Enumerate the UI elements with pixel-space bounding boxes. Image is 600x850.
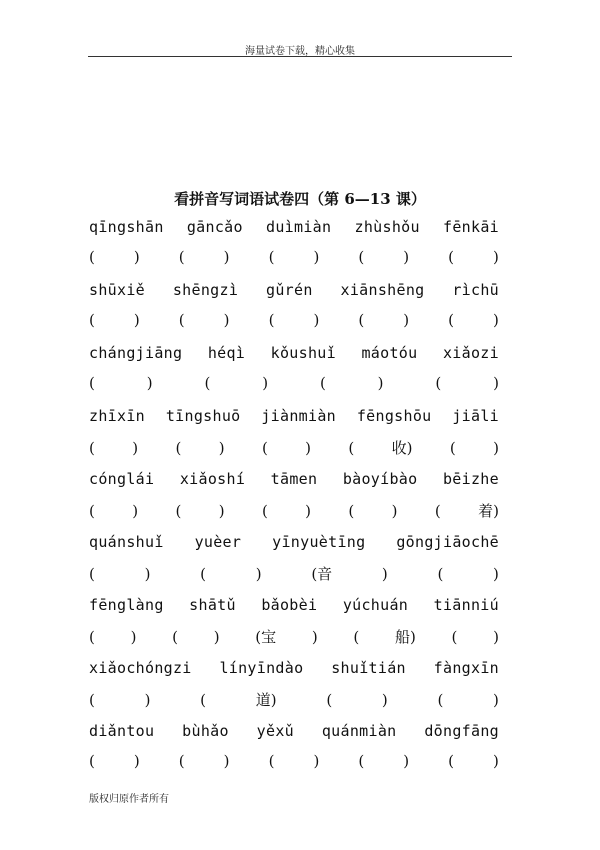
- answer-close-paren: ): [311, 628, 318, 646]
- answer-open-paren: (: [268, 248, 275, 266]
- answer-open-paren: (: [89, 691, 95, 709]
- answer-close-paren: ): [403, 311, 410, 329]
- answer-close-paren: ): [305, 502, 312, 520]
- answer-open-paren: (: [437, 691, 444, 709]
- answer-close-paren: ): [493, 565, 499, 583]
- pinyin-row: [89, 533, 499, 551]
- answer-open-paren: (: [261, 439, 268, 457]
- header-rule: [88, 56, 512, 57]
- answer-open-paren: (: [178, 311, 185, 329]
- answer-close-paren: ): [403, 248, 410, 266]
- pinyin-row: [89, 218, 499, 236]
- pinyin-word: bēizhe: [442, 470, 499, 488]
- answer-close-paren: ): [305, 439, 312, 457]
- pinyin-word: xiǎoshí: [179, 470, 246, 488]
- pinyin-row: [89, 344, 499, 362]
- answer-close-paren: ): [132, 439, 139, 457]
- answer-open-paren: (: [348, 502, 355, 520]
- pinyin-word: chángjiāng: [89, 344, 183, 362]
- pinyin-word: qīngshān: [89, 218, 164, 236]
- answer-close-paren: ): [223, 311, 230, 329]
- answer-close-paren: ): [132, 502, 139, 520]
- pinyin-word: tīngshuō: [165, 407, 241, 425]
- pinyin-row: [89, 470, 499, 488]
- answer-open-paren: (: [358, 248, 365, 266]
- pinyin-word: yīnyuètīng: [272, 533, 366, 551]
- pinyin-word: gǔrén: [266, 281, 313, 299]
- answer-open-paren: (: [200, 565, 207, 583]
- answer-close-paren: 收): [391, 439, 413, 457]
- answer-close-paren: ): [313, 752, 320, 770]
- pinyin-word: fēngshōu: [356, 407, 432, 425]
- answer-open-paren: (: [434, 502, 441, 520]
- pinyin-word: yuèer: [194, 533, 242, 551]
- answer-close-paren: ): [493, 311, 499, 329]
- answer-open-paren: (: [172, 628, 178, 646]
- pinyin-word: tiānniú: [433, 596, 499, 614]
- answer-open-paren: (: [326, 691, 333, 709]
- pinyin-word: dōngfāng: [424, 722, 499, 740]
- answer-open-paren: (: [451, 628, 458, 646]
- pinyin-word: yěxǔ: [256, 722, 294, 740]
- answer-open-paren: (: [89, 248, 95, 266]
- pinyin-word: shūxiě: [89, 281, 145, 299]
- pinyin-word: bùhǎo: [182, 722, 229, 740]
- answer-open-paren: (: [175, 439, 182, 457]
- pinyin-word: gāncǎo: [186, 218, 243, 236]
- answer-row: [89, 626, 499, 647]
- answer-open-paren: (: [89, 565, 95, 583]
- answer-close-paren: ): [133, 752, 140, 770]
- answer-close-paren: ): [223, 752, 230, 770]
- pinyin-word: cónglái: [89, 470, 155, 488]
- answer-row: [89, 374, 499, 392]
- pinyin-word: fàngxīn: [433, 659, 499, 677]
- answer-close-paren: ): [493, 691, 499, 709]
- pinyin-word: diǎntou: [89, 722, 155, 740]
- answer-close-paren: ): [493, 628, 499, 646]
- answer-open-paren: (: [200, 691, 207, 709]
- answer-close-paren: ): [133, 248, 140, 266]
- pinyin-word: duìmiàn: [266, 218, 332, 236]
- answer-row: [89, 437, 499, 458]
- answer-row: [89, 563, 499, 584]
- pinyin-word: yúchuán: [342, 596, 409, 614]
- answer-close-paren: ): [493, 752, 499, 770]
- answer-close-paren: ): [223, 248, 230, 266]
- answer-row: [89, 752, 499, 770]
- pinyin-word: xiǎozi: [442, 344, 499, 362]
- pinyin-word: bǎobèi: [261, 596, 318, 614]
- answer-open-paren: (: [261, 502, 268, 520]
- answer-open-paren: (: [178, 248, 185, 266]
- answer-open-paren: (: [358, 311, 365, 329]
- pinyin-word: máotóu: [361, 344, 418, 362]
- pinyin-word: shēngzì: [172, 281, 239, 299]
- answer-open-paren: (: [204, 374, 211, 392]
- answer-close-paren: ): [213, 628, 220, 646]
- pinyin-word: bàoyíbào: [342, 470, 418, 488]
- answer-open-paren: (: [178, 752, 185, 770]
- pinyin-row: [89, 596, 499, 614]
- answer-open-paren: (: [448, 311, 454, 329]
- worksheet-title: 看拼音写词语试卷四（第 6—13 课）: [174, 190, 426, 208]
- answer-close-paren: ): [493, 374, 499, 392]
- answer-open-paren: (音: [311, 565, 333, 583]
- pinyin-row: [89, 722, 499, 740]
- answer-close-paren: ): [381, 565, 388, 583]
- pinyin-word: quánmiàn: [321, 722, 397, 740]
- answer-open-paren: (: [448, 248, 454, 266]
- answer-open-paren: (宝: [255, 628, 277, 646]
- pinyin-word: zhīxīn: [89, 407, 145, 425]
- answer-open-paren: (: [268, 311, 275, 329]
- answer-open-paren: (: [319, 374, 326, 392]
- answer-close-paren: ): [493, 248, 499, 266]
- answer-close-paren: ): [144, 565, 151, 583]
- answer-open-paren: (: [89, 439, 95, 457]
- answer-open-paren: (: [89, 502, 95, 520]
- answer-close-paren: ): [377, 374, 384, 392]
- answer-close-paren: 道): [255, 691, 277, 709]
- answer-close-paren: ): [218, 502, 225, 520]
- pinyin-word: línyīndào: [219, 659, 304, 677]
- answer-open-paren: (: [89, 628, 95, 646]
- answer-open-paren: (: [448, 752, 454, 770]
- answer-open-paren: (: [89, 752, 95, 770]
- pinyin-word: xiǎochóngzi: [89, 659, 192, 677]
- answer-close-paren: ): [313, 248, 320, 266]
- pinyin-word: tāmen: [270, 470, 318, 488]
- answer-close-paren: ): [313, 311, 320, 329]
- answer-close-paren: ): [403, 752, 410, 770]
- pinyin-word: zhùshǒu: [354, 218, 420, 236]
- pinyin-word: fēnkāi: [443, 218, 499, 236]
- answer-open-paren: (: [449, 439, 456, 457]
- answer-row: [89, 311, 499, 329]
- answer-close-paren: ): [381, 691, 388, 709]
- answer-close-paren: 船): [394, 628, 416, 646]
- answer-close-paren: 着): [478, 502, 499, 520]
- pinyin-word: kǒushuǐ: [270, 344, 336, 362]
- answer-open-paren: (: [358, 752, 365, 770]
- answer-open-paren: (: [435, 374, 442, 392]
- answer-row: [89, 500, 499, 521]
- pinyin-row: [89, 281, 499, 299]
- pinyin-word: xiānshēng: [340, 281, 425, 299]
- pinyin-row: [89, 659, 499, 677]
- answer-close-paren: ): [262, 374, 269, 392]
- answer-close-paren: ): [391, 502, 398, 520]
- pinyin-word: quánshuǐ: [89, 533, 164, 551]
- answer-close-paren: ): [146, 374, 153, 392]
- pinyin-word: shātǔ: [189, 596, 236, 614]
- answer-close-paren: ): [130, 628, 137, 646]
- page-header: 海量试卷下载，精心收集: [245, 46, 355, 57]
- answer-close-paren: ): [133, 311, 140, 329]
- answer-open-paren: (: [175, 502, 182, 520]
- answer-open-paren: (: [437, 565, 444, 583]
- answer-close-paren: ): [493, 439, 499, 457]
- pinyin-word: jiànmiàn: [261, 407, 336, 425]
- answer-close-paren: ): [255, 565, 262, 583]
- answer-row: [89, 689, 499, 710]
- pinyin-word: gōngjiāochē: [396, 533, 499, 551]
- answer-open-paren: (: [89, 311, 95, 329]
- pinyin-word: jiāli: [452, 407, 499, 425]
- pinyin-word: rìchū: [452, 281, 499, 299]
- answer-close-paren: ): [144, 691, 151, 709]
- answer-open-paren: (: [268, 752, 275, 770]
- pinyin-word: fēnglàng: [89, 596, 164, 614]
- answer-open-paren: (: [348, 439, 355, 457]
- answer-open-paren: (: [89, 374, 95, 392]
- answer-open-paren: (: [353, 628, 360, 646]
- pinyin-row: [89, 407, 499, 425]
- pinyin-word: shuǐtián: [331, 659, 406, 677]
- pinyin-word: héqì: [207, 344, 246, 362]
- page-footer: 版权归原作者所有: [89, 794, 169, 805]
- answer-close-paren: ): [218, 439, 225, 457]
- answer-row: [89, 248, 499, 266]
